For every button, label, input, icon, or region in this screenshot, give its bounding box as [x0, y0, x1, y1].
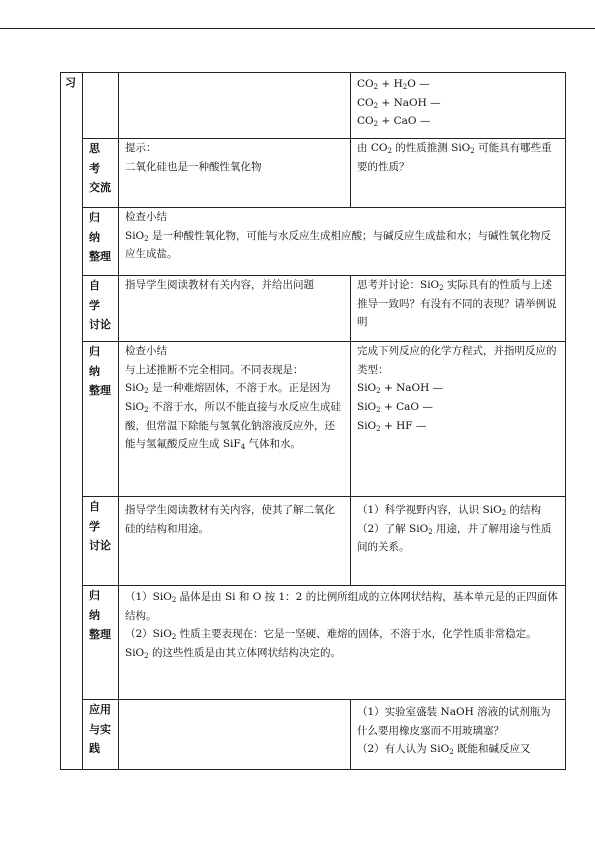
think-student: 由 $CO_2$ 的性质推测 SiO$_2$ 可能具有哪些重要的性质？ [351, 139, 566, 208]
row-self-study-1 [61, 276, 566, 342]
self-study-1-teacher: 指导学生阅读教材有关内容，并给出问题 [119, 276, 351, 342]
application-teacher [119, 700, 351, 770]
row-exercise [61, 73, 566, 139]
category-application: 应用 与实 践 [83, 700, 119, 770]
summary-3-content: （1）SiO$_2$ 晶体是由 Si 和 O 按 1：2 的比例所组成的立体网状结构，基本单元是的正四面体结构。 （2）SiO$_2$ 性质主要表现在：它是一坚硬、难熔的固体，不溶于水，化学性质非常稳定。 SiO$_2$ 的这些性质是由其立体网状结构决定的。 [119, 586, 566, 700]
row-application [61, 700, 566, 770]
phase-label: 习 [61, 73, 83, 770]
self-study-1-student: 思考并讨论：SiO$_2$ 实际具有的性质与上述推导一致吗？有没有不同的表现？请举例说明 [351, 276, 566, 342]
row-summary-1 [61, 208, 566, 276]
summary-2-student: 完成下列反应的化学方程式，并指明反应的类型： SiO$_2$ + NaOH — SiO$_2$ + CaO — SiO$_2$ + HF — [351, 342, 566, 497]
category-summary-3: 归 纳 整理 [83, 586, 119, 700]
category-summary-2: 归 纳 整理 [83, 342, 119, 497]
page-header-rule [0, 28, 595, 29]
application-student: （1）实验室盛装 NaOH 溶液的试剂瓶为什么要用橡皮塞而不用玻璃塞？ （2）有人认为 SiO$_2$ 既能和碱反应又 [351, 700, 566, 770]
summary-1-content: 检查小结 SiO$_2$ 是一种酸性氧化物，可能与水反应生成相应酸；与碱反应生成盐和水；与碱性氧化物反应生成盐。 [119, 208, 566, 276]
lesson-plan-table [60, 72, 566, 770]
exercise-teacher [119, 73, 351, 139]
category-think-discuss: 思 考 交流 [83, 139, 119, 208]
exercise-category [83, 73, 119, 139]
row-summary-2 [61, 342, 566, 497]
category-self-study-1: 自 学 讨论 [83, 276, 119, 342]
self-study-2-teacher: 指导学生阅读教材有关内容，使其了解二氧化硅的结构和用途。 [119, 497, 351, 586]
summary-2-teacher: 检查小结 与上述推断不完全相同。不同表现是： SiO$_2$ 是一种难熔固体，不溶于水。正是因为 SiO$_2$ 不溶于水，所以不能直接与水反应生成硅酸，但常温下除能与氢氧化钠溶液反应外，还能与氢氟酸反应生成 SiF$_4$ 气体和水。 [119, 342, 351, 497]
row-summary-3 [61, 586, 566, 700]
category-self-study-2: 自 学 讨论 [83, 497, 119, 586]
self-study-2-student: （1）科学视野内容，认识 SiO$_2$ 的结构 （2）了解 SiO$_2$ 用途，并了解用途与性质间的关系。 [351, 497, 566, 586]
think-teacher: 提示： 二氧化硅也是一种酸性氧化物 [119, 139, 351, 208]
exercise-student: $CO_2 + H_2O$ — $CO_2$ + NaOH — $CO_2$ + CaO — [351, 73, 566, 139]
row-think-discuss [61, 139, 566, 208]
category-summary-1: 归 纳 整理 [83, 208, 119, 276]
row-self-study-2 [61, 497, 566, 586]
